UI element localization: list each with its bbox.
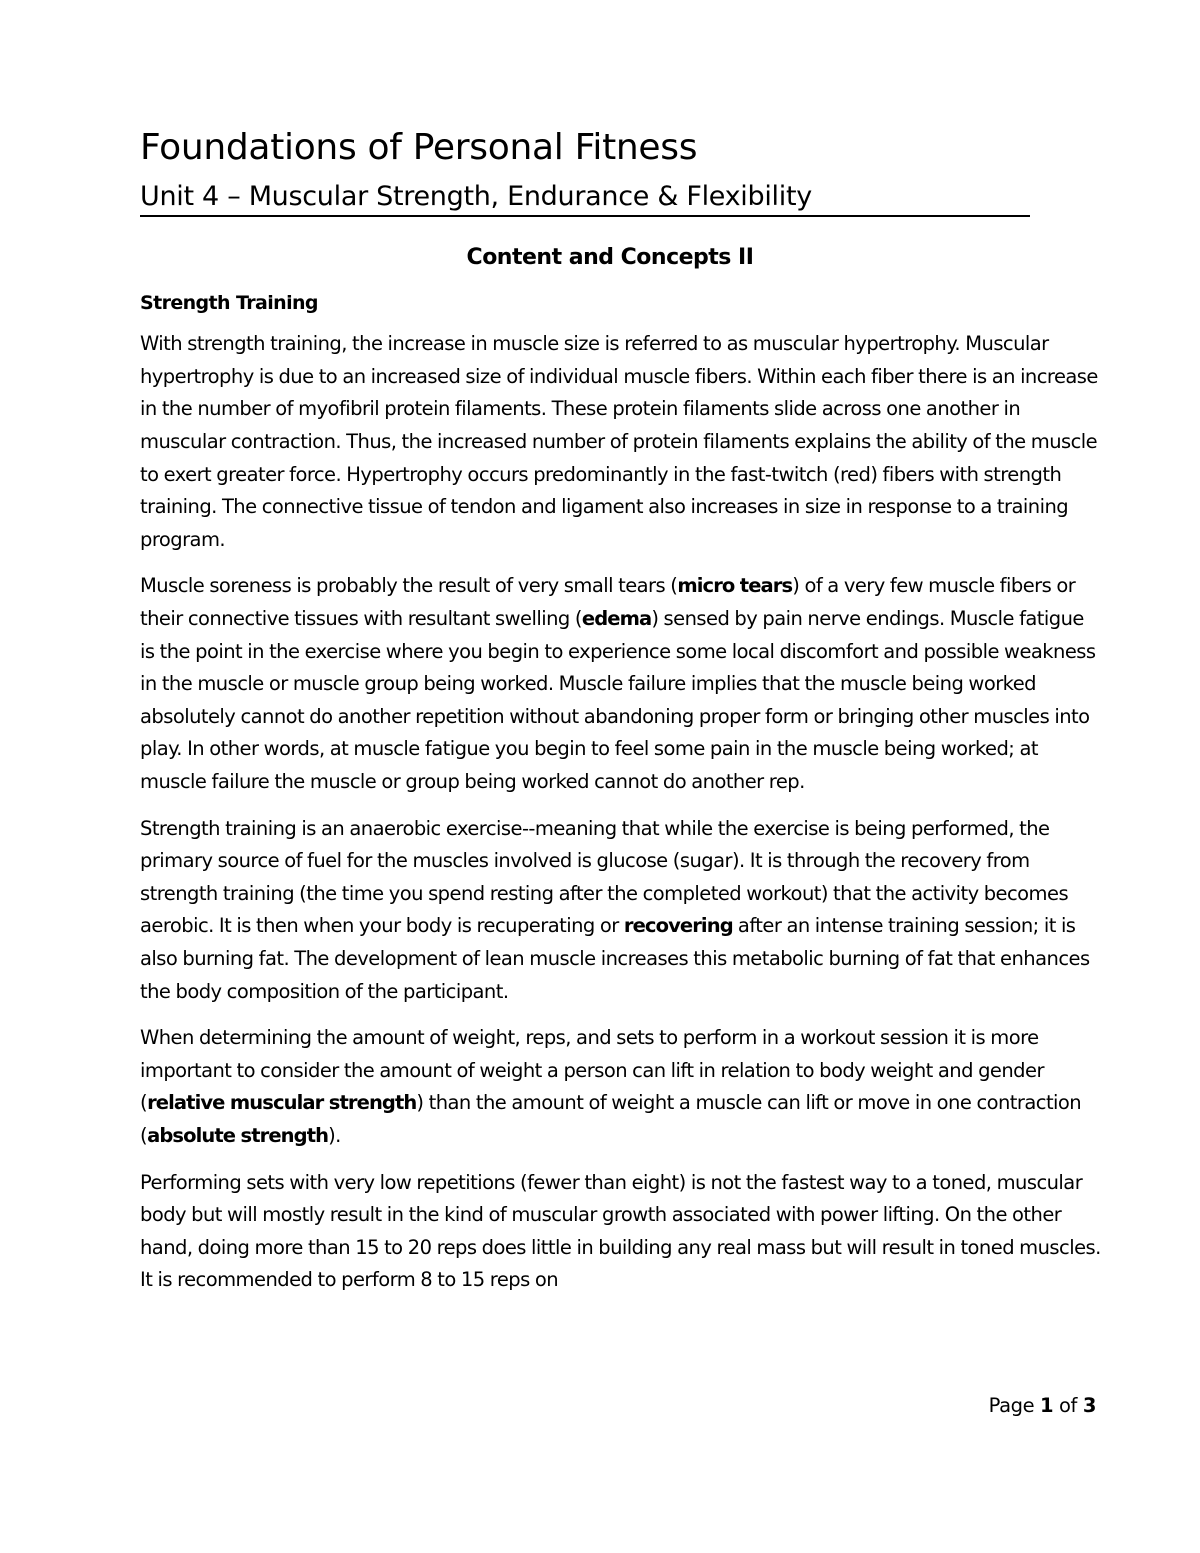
- page-label: Page: [988, 1394, 1035, 1417]
- paragraph-text: When determining the amount of weight, reps, and sets to perform in a workout session it is more important to consider the amount of weight a person can lift in relation to body weight and gender (: [140, 1026, 1044, 1115]
- paragraph-text: ) than the amount of weight a muscle can lift or move in one contraction (: [140, 1091, 1082, 1147]
- term-recovering: recovering: [623, 914, 733, 938]
- paragraph-text: ).: [328, 1123, 341, 1147]
- paragraph-text: ) of a very few muscle fibers or their connective tissues with resultant swelling (: [140, 574, 1076, 631]
- paragraph-text: Muscle soreness is probably the result of very small tears (: [140, 574, 678, 598]
- term-relative-muscular-strength: relative muscular strength: [147, 1091, 417, 1115]
- paragraph-soreness: [140, 570, 1102, 798]
- page-number-footer: [989, 1394, 1096, 1417]
- paragraph-anaerobic: [140, 813, 1102, 1009]
- current-page-number: 1: [1040, 1394, 1054, 1417]
- term-micro-tears: micro tears: [677, 574, 793, 598]
- paragraph-text: ) sensed by pain nerve endings. Muscle fatigue is the point in the exercise where you begin to experience some local discomfort and possible weakness in the muscle or muscle group being worked. Muscle failure implies that the muscle being worked absolutely cannot do another repetition without abandoning proper form or bringing other muscles into play. In other words, at muscle fatigue you begin to feel some pain in the muscle being worked; at muscle failure the muscle or group being worked cannot do another rep.: [140, 607, 1096, 793]
- paragraph-hypertrophy: With strength training, the increase in muscle size is referred to as muscular hypertrophy. Muscular hypertrophy is due to an increased size of individual muscle fibers. Within each fiber there is an increase in the number of myofibril protein filaments. These protein filaments slide across one another in muscular contraction. Thus, the increased number of protein filaments explains the ability of the muscle to exert greater force. Hypertrophy occurs predominantly in the fast-twitch (red) fibers with strength training. The connective tissue of tendon and ligament also increases in size in response to a training program.: [140, 332, 1098, 551]
- subheading-strength-training: Strength Training: [140, 292, 318, 315]
- paragraph-text: after an intense training session; it is also burning fat. The development of lean muscle increases this metabolic burning of fat that enhances the body composition of the participant.: [140, 914, 1090, 1003]
- section-title: Content and Concepts II: [466, 245, 754, 271]
- term-absolute-strength: absolute strength: [147, 1123, 329, 1147]
- paragraph-weight-reps-sets: [140, 1022, 1102, 1152]
- total-page-number: 3: [1082, 1394, 1096, 1417]
- document-subtitle: Unit 4 – Muscular Strength, Endurance & Flexibility: [140, 179, 1030, 217]
- paragraph-text: Strength training is an anaerobic exercise--meaning that while the exercise is being performed, the primary source of fuel for the muscles involved is glucose (sugar). It is through the recovery from strength training (the time you spend resting after the completed workout) that the activity becomes aerobic. It is then when your body is recuperating or: [140, 816, 1069, 938]
- paragraph-repetitions: Performing sets with very low repetitions (fewer than eight) is not the fastest way to a toned, muscular body but will mostly result in the kind of muscular growth associated with power lifting. On the other hand, doing more than 15 to 20 reps does little in building any real mass but will result in toned muscles. It is recommended to perform 8 to 15 reps on: [140, 1170, 1101, 1292]
- document-page: [140, 126, 1100, 1297]
- of-label: of: [1059, 1394, 1078, 1417]
- document-title: Foundations of Personal Fitness: [140, 127, 698, 168]
- term-edema: edema: [581, 607, 652, 631]
